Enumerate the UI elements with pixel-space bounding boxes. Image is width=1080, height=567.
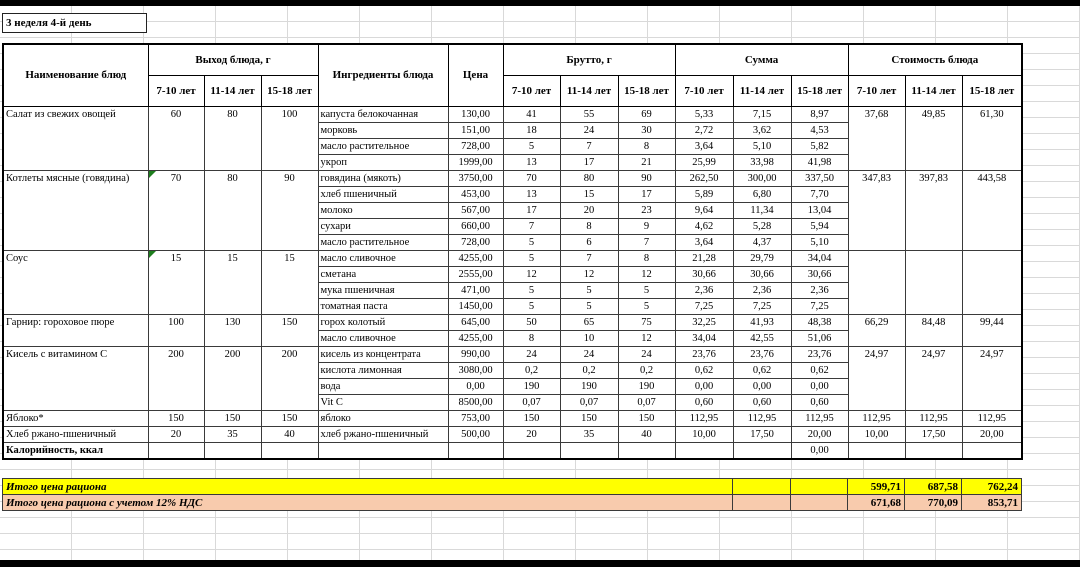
sum-cell[interactable]: 112,95 xyxy=(675,410,733,426)
output-value-cell[interactable]: 40 xyxy=(261,426,318,442)
total-value-cell[interactable]: 853,71 xyxy=(962,495,1022,511)
sum-cell[interactable]: 11,34 xyxy=(733,202,791,218)
gross-cell[interactable]: 8 xyxy=(503,330,560,346)
total-label-cell[interactable]: Итого цена рациона с учетом 12% НДС xyxy=(3,495,733,511)
gross-cell[interactable]: 17 xyxy=(503,202,560,218)
ingredient-cell[interactable]: томатная паста xyxy=(318,298,448,314)
ingredient-cell[interactable]: молоко xyxy=(318,202,448,218)
gross-cell[interactable]: 12 xyxy=(503,266,560,282)
cost-cell[interactable]: 10,00 xyxy=(848,426,905,442)
sum-cell[interactable]: 262,50 xyxy=(675,170,733,186)
output-value-cell[interactable]: 100 xyxy=(148,314,204,346)
sum-cell[interactable]: 41,98 xyxy=(791,154,848,170)
output-value-cell[interactable]: 70 xyxy=(148,170,204,250)
gross-cell[interactable]: 13 xyxy=(503,186,560,202)
gross-cell[interactable]: 0,2 xyxy=(618,362,675,378)
ingredient-cell[interactable]: хлеб пшеничный xyxy=(318,186,448,202)
ingredient-cell[interactable]: сметана xyxy=(318,266,448,282)
cost-cell[interactable] xyxy=(962,442,1022,459)
dish-name-cell[interactable]: Калорийность, ккал xyxy=(3,442,148,459)
table-row xyxy=(3,442,1022,459)
gross-cell[interactable]: 13 xyxy=(503,154,560,170)
total-empty-cell[interactable] xyxy=(791,479,848,495)
gross-cell[interactable]: 55 xyxy=(560,106,618,122)
gross-cell[interactable]: 41 xyxy=(503,106,560,122)
price-cell[interactable]: 500,00 xyxy=(448,426,503,442)
gross-cell[interactable]: 65 xyxy=(560,314,618,330)
sum-cell[interactable]: 337,50 xyxy=(791,170,848,186)
cost-cell[interactable]: 347,83 xyxy=(848,170,905,250)
gross-cell[interactable]: 12 xyxy=(618,266,675,282)
sum-cell[interactable]: 23,76 xyxy=(733,346,791,362)
gross-cell[interactable]: 20 xyxy=(503,426,560,442)
cost-cell[interactable]: 443,58 xyxy=(962,170,1022,250)
sum-cell[interactable]: 42,55 xyxy=(733,330,791,346)
header-output[interactable]: Выход блюда, г xyxy=(148,44,318,75)
gross-cell[interactable]: 150 xyxy=(503,410,560,426)
gross-cell[interactable]: 30 xyxy=(618,122,675,138)
gross-cell[interactable]: 24 xyxy=(560,122,618,138)
price-cell[interactable]: 453,00 xyxy=(448,186,503,202)
sum-cell[interactable]: 2,72 xyxy=(675,122,733,138)
sum-cell[interactable]: 30,66 xyxy=(733,266,791,282)
output-value-cell[interactable]: 20 xyxy=(148,426,204,442)
gross-cell[interactable]: 5 xyxy=(503,298,560,314)
ingredient-cell[interactable]: масло сливочное xyxy=(318,330,448,346)
dish-name-cell[interactable]: Гарнир: гороховое пюре xyxy=(3,314,148,346)
sum-cell[interactable]: 3,64 xyxy=(675,234,733,250)
cost-cell[interactable]: 61,30 xyxy=(962,106,1022,170)
sum-cell[interactable]: 7,25 xyxy=(791,298,848,314)
sum-cell[interactable]: 5,10 xyxy=(733,138,791,154)
sum-cell[interactable]: 6,80 xyxy=(733,186,791,202)
sum-cell[interactable]: 2,36 xyxy=(791,282,848,298)
gross-cell[interactable]: 12 xyxy=(560,266,618,282)
sum-cell[interactable]: 4,62 xyxy=(675,218,733,234)
sum-cell[interactable]: 300,00 xyxy=(733,170,791,186)
gross-cell[interactable]: 5 xyxy=(503,234,560,250)
price-cell[interactable]: 645,00 xyxy=(448,314,503,330)
ingredient-cell[interactable]: мука пшеничная xyxy=(318,282,448,298)
sum-cell[interactable] xyxy=(733,442,791,459)
total-value-cell[interactable]: 671,68 xyxy=(848,495,905,511)
ingredient-cell[interactable]: масло растительное xyxy=(318,234,448,250)
table-header xyxy=(3,44,1022,106)
ingredient-cell[interactable]: масло сливочное xyxy=(318,250,448,266)
total-empty-cell[interactable] xyxy=(733,495,791,511)
gross-cell[interactable]: 70 xyxy=(503,170,560,186)
sum-cell[interactable]: 0,60 xyxy=(675,394,733,410)
table-row xyxy=(3,426,1022,442)
gross-cell[interactable]: 0,2 xyxy=(503,362,560,378)
ingredient-cell[interactable]: вода xyxy=(318,378,448,394)
cost-cell[interactable]: 112,95 xyxy=(848,410,905,426)
dish-name-cell[interactable]: Салат из свежих овощей xyxy=(3,106,148,170)
output-value-cell[interactable] xyxy=(204,442,261,459)
error-flag-icon xyxy=(149,251,156,258)
gross-cell[interactable]: 7 xyxy=(503,218,560,234)
sum-cell[interactable]: 32,25 xyxy=(675,314,733,330)
header-cost-age-1[interactable]: 7-10 лет xyxy=(848,75,905,106)
totals-body xyxy=(3,479,1022,511)
gross-cell[interactable] xyxy=(618,442,675,459)
gross-cell[interactable]: 150 xyxy=(618,410,675,426)
sum-cell[interactable]: 0,00 xyxy=(733,378,791,394)
header-sum[interactable]: Сумма xyxy=(675,44,848,75)
gross-cell[interactable]: 8 xyxy=(560,218,618,234)
gross-cell[interactable]: 90 xyxy=(618,170,675,186)
cost-cell[interactable]: 24,97 xyxy=(848,346,905,410)
sum-cell[interactable]: 4,37 xyxy=(733,234,791,250)
header-gross-age-1[interactable]: 7-10 лет xyxy=(503,75,560,106)
table-body xyxy=(3,106,1022,459)
sum-cell[interactable]: 7,25 xyxy=(675,298,733,314)
cost-cell[interactable]: 17,50 xyxy=(905,426,962,442)
cost-cell[interactable]: 112,95 xyxy=(905,410,962,426)
output-value-cell[interactable] xyxy=(261,442,318,459)
error-flag-icon xyxy=(149,171,156,178)
gross-cell[interactable]: 17 xyxy=(618,186,675,202)
output-value-cell[interactable]: 150 xyxy=(148,410,204,426)
ingredient-cell[interactable]: кисель из концентрата xyxy=(318,346,448,362)
sum-cell[interactable]: 7,25 xyxy=(733,298,791,314)
cost-cell[interactable] xyxy=(848,250,905,314)
gross-cell[interactable]: 5 xyxy=(618,298,675,314)
ingredient-cell[interactable]: масло растительное xyxy=(318,138,448,154)
gross-cell[interactable]: 0,2 xyxy=(560,362,618,378)
gross-cell[interactable]: 0,07 xyxy=(560,394,618,410)
output-value-cell[interactable]: 200 xyxy=(261,346,318,410)
sum-cell[interactable]: 0,62 xyxy=(791,362,848,378)
sum-cell[interactable]: 7,15 xyxy=(733,106,791,122)
sum-cell[interactable]: 34,04 xyxy=(791,250,848,266)
sum-cell[interactable]: 5,94 xyxy=(791,218,848,234)
header-dish[interactable]: Наименование блюд xyxy=(3,44,148,106)
cost-cell[interactable]: 49,85 xyxy=(905,106,962,170)
ingredient-cell[interactable]: капуста белокочанная xyxy=(318,106,448,122)
price-cell[interactable]: 471,00 xyxy=(448,282,503,298)
sum-cell[interactable]: 20,00 xyxy=(791,426,848,442)
sum-cell[interactable]: 0,00 xyxy=(791,442,848,459)
price-cell[interactable]: 1450,00 xyxy=(448,298,503,314)
gross-cell[interactable]: 5 xyxy=(503,138,560,154)
price-cell[interactable]: 4255,00 xyxy=(448,250,503,266)
sum-cell[interactable]: 41,93 xyxy=(733,314,791,330)
gross-cell[interactable]: 21 xyxy=(618,154,675,170)
price-cell[interactable]: 753,00 xyxy=(448,410,503,426)
table-row xyxy=(3,250,1022,266)
total-value-cell[interactable]: 599,71 xyxy=(848,479,905,495)
sum-cell[interactable]: 3,64 xyxy=(675,138,733,154)
gross-cell[interactable]: 5 xyxy=(560,282,618,298)
gross-cell[interactable]: 20 xyxy=(560,202,618,218)
cost-cell[interactable]: 24,97 xyxy=(962,346,1022,410)
cost-cell[interactable]: 112,95 xyxy=(962,410,1022,426)
total-label-cell[interactable]: Итого цена рациона xyxy=(3,479,733,495)
header-sum-age-3[interactable]: 15-18 лет xyxy=(791,75,848,106)
gross-cell[interactable]: 5 xyxy=(503,250,560,266)
cost-cell[interactable]: 20,00 xyxy=(962,426,1022,442)
gross-cell[interactable]: 12 xyxy=(618,330,675,346)
sum-cell[interactable]: 0,60 xyxy=(791,394,848,410)
gross-cell[interactable]: 23 xyxy=(618,202,675,218)
total-value-cell[interactable]: 770,09 xyxy=(905,495,962,511)
sum-cell[interactable]: 33,98 xyxy=(733,154,791,170)
total-empty-cell[interactable] xyxy=(791,495,848,511)
sum-cell[interactable]: 0,62 xyxy=(733,362,791,378)
price-cell[interactable]: 151,00 xyxy=(448,122,503,138)
header-gross-age-2[interactable]: 11-14 лет xyxy=(560,75,618,106)
header-output-age-1[interactable]: 7-10 лет xyxy=(148,75,204,106)
gross-cell[interactable]: 24 xyxy=(560,346,618,362)
sum-cell[interactable]: 3,62 xyxy=(733,122,791,138)
header-cost-age-3[interactable]: 15-18 лет xyxy=(962,75,1022,106)
output-value-cell[interactable]: 130 xyxy=(204,314,261,346)
total-empty-cell[interactable] xyxy=(733,479,791,495)
gross-cell[interactable]: 8 xyxy=(618,250,675,266)
output-value-cell[interactable]: 80 xyxy=(204,170,261,250)
sum-cell[interactable]: 2,36 xyxy=(733,282,791,298)
gross-cell[interactable]: 24 xyxy=(618,346,675,362)
gross-cell[interactable]: 9 xyxy=(618,218,675,234)
spreadsheet-grid xyxy=(0,6,1080,560)
price-cell[interactable]: 2555,00 xyxy=(448,266,503,282)
sum-cell[interactable]: 112,95 xyxy=(733,410,791,426)
sum-cell[interactable]: 5,82 xyxy=(791,138,848,154)
total-value-cell[interactable]: 687,58 xyxy=(905,479,962,495)
dish-name-cell[interactable]: Хлеб ржано-пшеничный xyxy=(3,426,148,442)
cost-cell[interactable]: 24,97 xyxy=(905,346,962,410)
ingredient-cell[interactable]: хлеб ржано-пшеничный xyxy=(318,426,448,442)
gross-cell[interactable] xyxy=(503,442,560,459)
cost-cell[interactable]: 397,83 xyxy=(905,170,962,250)
sum-cell[interactable]: 112,95 xyxy=(791,410,848,426)
output-value-cell[interactable]: 60 xyxy=(148,106,204,170)
header-gross[interactable]: Брутто, г xyxy=(503,44,675,75)
gross-cell[interactable]: 18 xyxy=(503,122,560,138)
ingredient-cell[interactable]: яблоко xyxy=(318,410,448,426)
output-value-cell[interactable]: 35 xyxy=(204,426,261,442)
sum-cell[interactable]: 0,60 xyxy=(733,394,791,410)
gross-cell[interactable]: 190 xyxy=(503,378,560,394)
day-title-cell[interactable]: 3 неделя 4-й день xyxy=(2,13,147,33)
gross-cell[interactable]: 8 xyxy=(618,138,675,154)
price-cell[interactable]: 3080,00 xyxy=(448,362,503,378)
sum-cell[interactable]: 8,97 xyxy=(791,106,848,122)
price-cell[interactable]: 728,00 xyxy=(448,138,503,154)
table-row xyxy=(3,106,1022,122)
total-value-cell[interactable]: 762,24 xyxy=(962,479,1022,495)
output-value-cell[interactable] xyxy=(148,442,204,459)
output-value-cell[interactable]: 80 xyxy=(204,106,261,170)
output-value-cell[interactable]: 150 xyxy=(261,314,318,346)
sum-cell[interactable]: 0,00 xyxy=(675,378,733,394)
gross-cell[interactable]: 69 xyxy=(618,106,675,122)
cost-cell[interactable]: 99,44 xyxy=(962,314,1022,346)
output-value-cell[interactable]: 200 xyxy=(148,346,204,410)
output-value-cell[interactable]: 200 xyxy=(204,346,261,410)
ingredient-cell[interactable]: горох колотый xyxy=(318,314,448,330)
sum-cell[interactable]: 29,79 xyxy=(733,250,791,266)
totals-row xyxy=(3,479,1022,495)
sum-cell[interactable]: 23,76 xyxy=(791,346,848,362)
gross-cell[interactable]: 150 xyxy=(560,410,618,426)
price-cell[interactable]: 130,00 xyxy=(448,106,503,122)
ingredient-cell[interactable]: морковь xyxy=(318,122,448,138)
sum-cell[interactable]: 17,50 xyxy=(733,426,791,442)
ingredient-cell[interactable]: сухари xyxy=(318,218,448,234)
ingredient-cell[interactable]: говядина (мякоть) xyxy=(318,170,448,186)
ingredient-cell[interactable]: укроп xyxy=(318,154,448,170)
price-cell[interactable]: 8500,00 xyxy=(448,394,503,410)
sum-cell[interactable]: 21,28 xyxy=(675,250,733,266)
dish-name-cell[interactable]: Соус xyxy=(3,250,148,314)
sum-cell[interactable]: 34,04 xyxy=(675,330,733,346)
output-value-cell[interactable]: 15 xyxy=(261,250,318,314)
totals-table xyxy=(2,478,1022,511)
gross-cell[interactable]: 80 xyxy=(560,170,618,186)
gross-cell[interactable]: 15 xyxy=(560,186,618,202)
sum-cell[interactable]: 30,66 xyxy=(675,266,733,282)
cost-cell[interactable] xyxy=(905,250,962,314)
ingredient-cell[interactable]: Vit C xyxy=(318,394,448,410)
sum-cell[interactable]: 0,00 xyxy=(791,378,848,394)
dish-name-cell[interactable]: Яблоко* xyxy=(3,410,148,426)
price-cell[interactable]: 4255,00 xyxy=(448,330,503,346)
sum-cell[interactable]: 51,06 xyxy=(791,330,848,346)
letterbox-bottom xyxy=(0,560,1080,567)
sum-cell[interactable]: 0,62 xyxy=(675,362,733,378)
sum-cell[interactable]: 2,36 xyxy=(675,282,733,298)
sum-cell[interactable]: 25,99 xyxy=(675,154,733,170)
price-cell[interactable]: 990,00 xyxy=(448,346,503,362)
price-cell[interactable]: 660,00 xyxy=(448,218,503,234)
price-cell[interactable]: 3750,00 xyxy=(448,170,503,186)
price-cell[interactable]: 567,00 xyxy=(448,202,503,218)
menu-cost-table xyxy=(2,43,1023,460)
sum-cell[interactable]: 4,53 xyxy=(791,122,848,138)
gross-cell[interactable]: 40 xyxy=(618,426,675,442)
gross-cell[interactable]: 5 xyxy=(503,282,560,298)
ingredient-cell[interactable]: кислота лимонная xyxy=(318,362,448,378)
cost-cell[interactable] xyxy=(962,250,1022,314)
sum-cell[interactable] xyxy=(675,442,733,459)
sum-cell[interactable]: 30,66 xyxy=(791,266,848,282)
sum-cell[interactable]: 23,76 xyxy=(675,346,733,362)
output-value-cell[interactable]: 150 xyxy=(261,410,318,426)
sum-cell[interactable]: 9,64 xyxy=(675,202,733,218)
gross-cell[interactable]: 6 xyxy=(560,234,618,250)
price-cell[interactable] xyxy=(448,442,503,459)
gross-cell[interactable]: 0,07 xyxy=(618,394,675,410)
cost-cell[interactable] xyxy=(848,442,905,459)
header-cost[interactable]: Стоимость блюда xyxy=(848,44,1022,75)
output-value-cell[interactable]: 100 xyxy=(261,106,318,170)
gross-cell[interactable]: 190 xyxy=(618,378,675,394)
header-price[interactable]: Цена xyxy=(448,44,503,106)
table-row xyxy=(3,410,1022,426)
sum-cell[interactable]: 5,33 xyxy=(675,106,733,122)
table-row xyxy=(3,170,1022,186)
sum-cell[interactable]: 48,38 xyxy=(791,314,848,330)
sum-cell[interactable]: 13,04 xyxy=(791,202,848,218)
gross-cell[interactable]: 7 xyxy=(618,234,675,250)
gross-cell[interactable]: 5 xyxy=(618,282,675,298)
gross-cell[interactable]: 7 xyxy=(560,250,618,266)
ingredient-cell[interactable] xyxy=(318,442,448,459)
header-sum-age-1[interactable]: 7-10 лет xyxy=(675,75,733,106)
output-value-cell[interactable]: 150 xyxy=(204,410,261,426)
header-gross-age-3[interactable]: 15-18 лет xyxy=(618,75,675,106)
sum-cell[interactable]: 7,70 xyxy=(791,186,848,202)
price-cell[interactable]: 0,00 xyxy=(448,378,503,394)
price-cell[interactable]: 1999,00 xyxy=(448,154,503,170)
totals-row xyxy=(3,495,1022,511)
gross-cell[interactable]: 7 xyxy=(560,138,618,154)
table-row xyxy=(3,346,1022,362)
dish-name-cell[interactable]: Котлеты мясные (говядина) xyxy=(3,170,148,250)
output-value-cell[interactable]: 90 xyxy=(261,170,318,250)
header-ingredients[interactable]: Ингредиенты блюда xyxy=(318,44,448,106)
gross-cell[interactable]: 35 xyxy=(560,426,618,442)
table-row xyxy=(3,314,1022,330)
dish-name-cell[interactable]: Кисель с витамином С xyxy=(3,346,148,410)
gross-cell[interactable]: 24 xyxy=(503,346,560,362)
gross-cell[interactable]: 10 xyxy=(560,330,618,346)
gross-cell[interactable]: 0,07 xyxy=(503,394,560,410)
gross-cell[interactable]: 5 xyxy=(560,298,618,314)
gross-cell[interactable]: 190 xyxy=(560,378,618,394)
output-value-cell[interactable]: 15 xyxy=(204,250,261,314)
gross-cell[interactable]: 50 xyxy=(503,314,560,330)
gross-cell[interactable]: 17 xyxy=(560,154,618,170)
cost-cell[interactable] xyxy=(905,442,962,459)
sum-cell[interactable]: 5,28 xyxy=(733,218,791,234)
gross-cell[interactable] xyxy=(560,442,618,459)
cost-cell[interactable]: 37,68 xyxy=(848,106,905,170)
sum-cell[interactable]: 5,89 xyxy=(675,186,733,202)
header-cost-age-2[interactable]: 11-14 лет xyxy=(905,75,962,106)
header-output-age-3[interactable]: 15-18 лет xyxy=(261,75,318,106)
header-sum-age-2[interactable]: 11-14 лет xyxy=(733,75,791,106)
gross-cell[interactable]: 75 xyxy=(618,314,675,330)
cost-cell[interactable]: 66,29 xyxy=(848,314,905,346)
sum-cell[interactable]: 5,10 xyxy=(791,234,848,250)
cost-cell[interactable]: 84,48 xyxy=(905,314,962,346)
price-cell[interactable]: 728,00 xyxy=(448,234,503,250)
sum-cell[interactable]: 10,00 xyxy=(675,426,733,442)
header-output-age-2[interactable]: 11-14 лет xyxy=(204,75,261,106)
output-value-cell[interactable]: 15 xyxy=(148,250,204,314)
